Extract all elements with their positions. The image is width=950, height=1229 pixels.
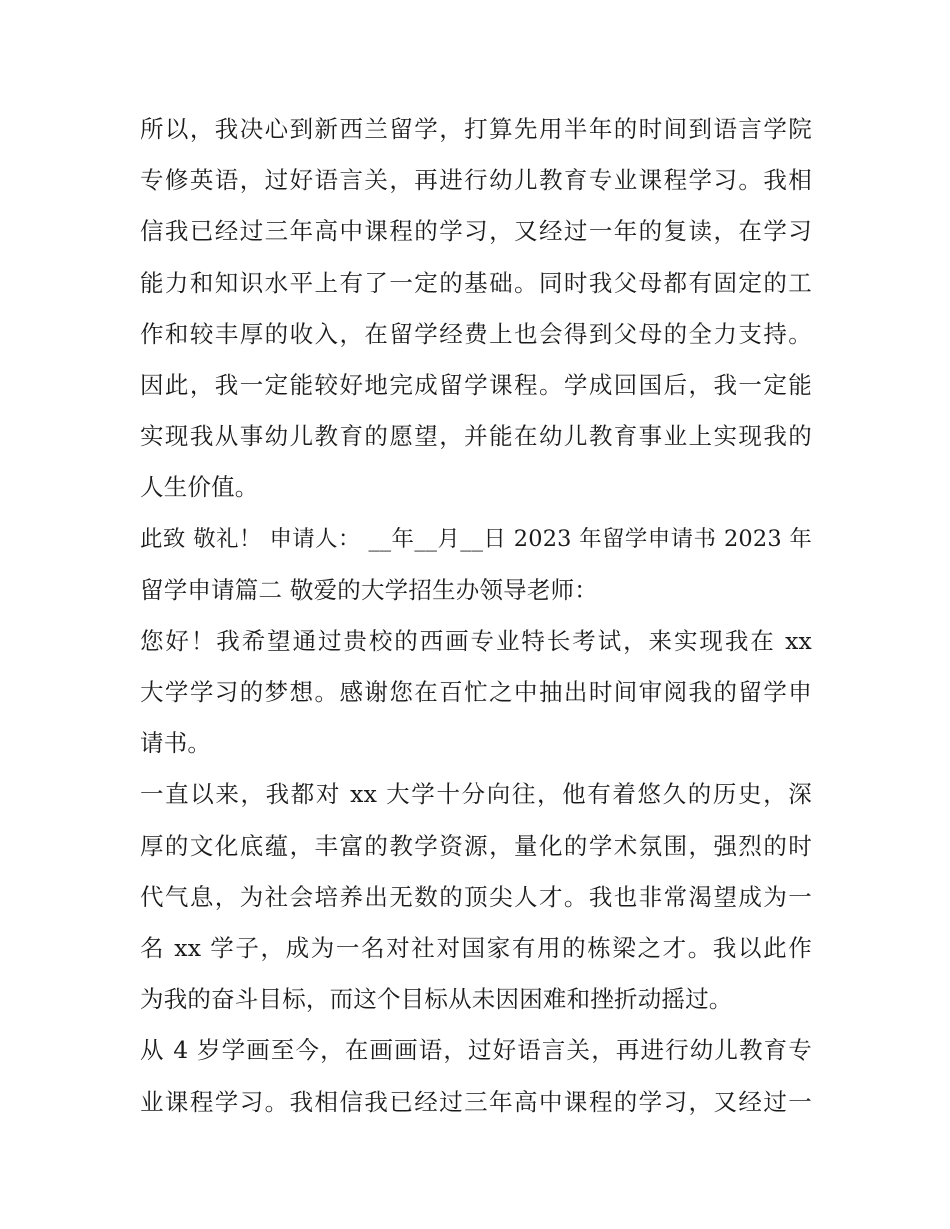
paragraph-3 bbox=[140, 616, 812, 770]
text-line: 此致 敬礼！ 申请人： __年__月__日 2023 年留学申请书 2023 年 bbox=[140, 525, 812, 552]
text-line: 请书。 bbox=[140, 729, 212, 758]
text-line: 所以，我决心到新西兰留学，打算先用半年的时间到语言学院 bbox=[140, 115, 812, 143]
paragraph-2 bbox=[140, 514, 812, 616]
text-line: 因此，我一定能较好地完成留学课程。学成回国后，我一定能 bbox=[140, 370, 812, 399]
document-body bbox=[140, 104, 812, 1128]
paragraph-4 bbox=[140, 769, 812, 1025]
text-line: 厚的文化底蕴，丰富的教学资源，量化的学术氛围，强烈的时 bbox=[140, 831, 812, 860]
text-line: 代气息，为社会培养出无数的顶尖人才。我也非常渴望成为一 bbox=[140, 882, 812, 911]
text-line: 大学学习的梦想。感谢您在百忙之中抽出时间审阅我的留学申 bbox=[140, 678, 812, 707]
text-line: 名 xx 学子，成为一名对社对国家有用的栋梁之才。我以此作 bbox=[140, 934, 812, 962]
paragraph-1 bbox=[140, 104, 812, 514]
text-line: 能力和知识水平上有了一定的基础。同时我父母都有固定的工 bbox=[140, 268, 812, 297]
text-line: 一直以来，我都对 xx 大学十分向往，他有着悠久的历史，深 bbox=[140, 780, 812, 809]
text-line: 信我已经过三年高中课程的学习，又经过一年的复读，在学习 bbox=[140, 217, 812, 246]
text-line: 专修英语，过好语言关，再进行幼儿教育专业课程学习。我相 bbox=[140, 166, 812, 195]
text-line: 人生价值。 bbox=[140, 473, 259, 502]
text-line: 留学申请篇二 敬爱的大学招生办领导老师： bbox=[140, 575, 598, 604]
text-line: 实现我从事幼儿教育的愿望，并能在幼儿教育事业上实现我的 bbox=[140, 422, 812, 451]
text-line: 作和较丰厚的收入，在留学经费上也会得到父母的全力支持。 bbox=[140, 319, 812, 348]
text-line: 为我的奋斗目标，而这个目标从未因困难和挫折动摇过。 bbox=[140, 985, 733, 1014]
text-line: 从 4 岁学画至今，在画画语，过好语言关，再进行幼儿教育专 bbox=[140, 1036, 812, 1065]
text-line: 您好！我希望通过贵校的西画专业特长考试，来实现我在 xx bbox=[140, 626, 812, 655]
text-line: 业课程学习。我相信我已经过三年高中课程的学习，又经过一 bbox=[140, 1087, 812, 1116]
paragraph-5 bbox=[140, 1025, 812, 1127]
